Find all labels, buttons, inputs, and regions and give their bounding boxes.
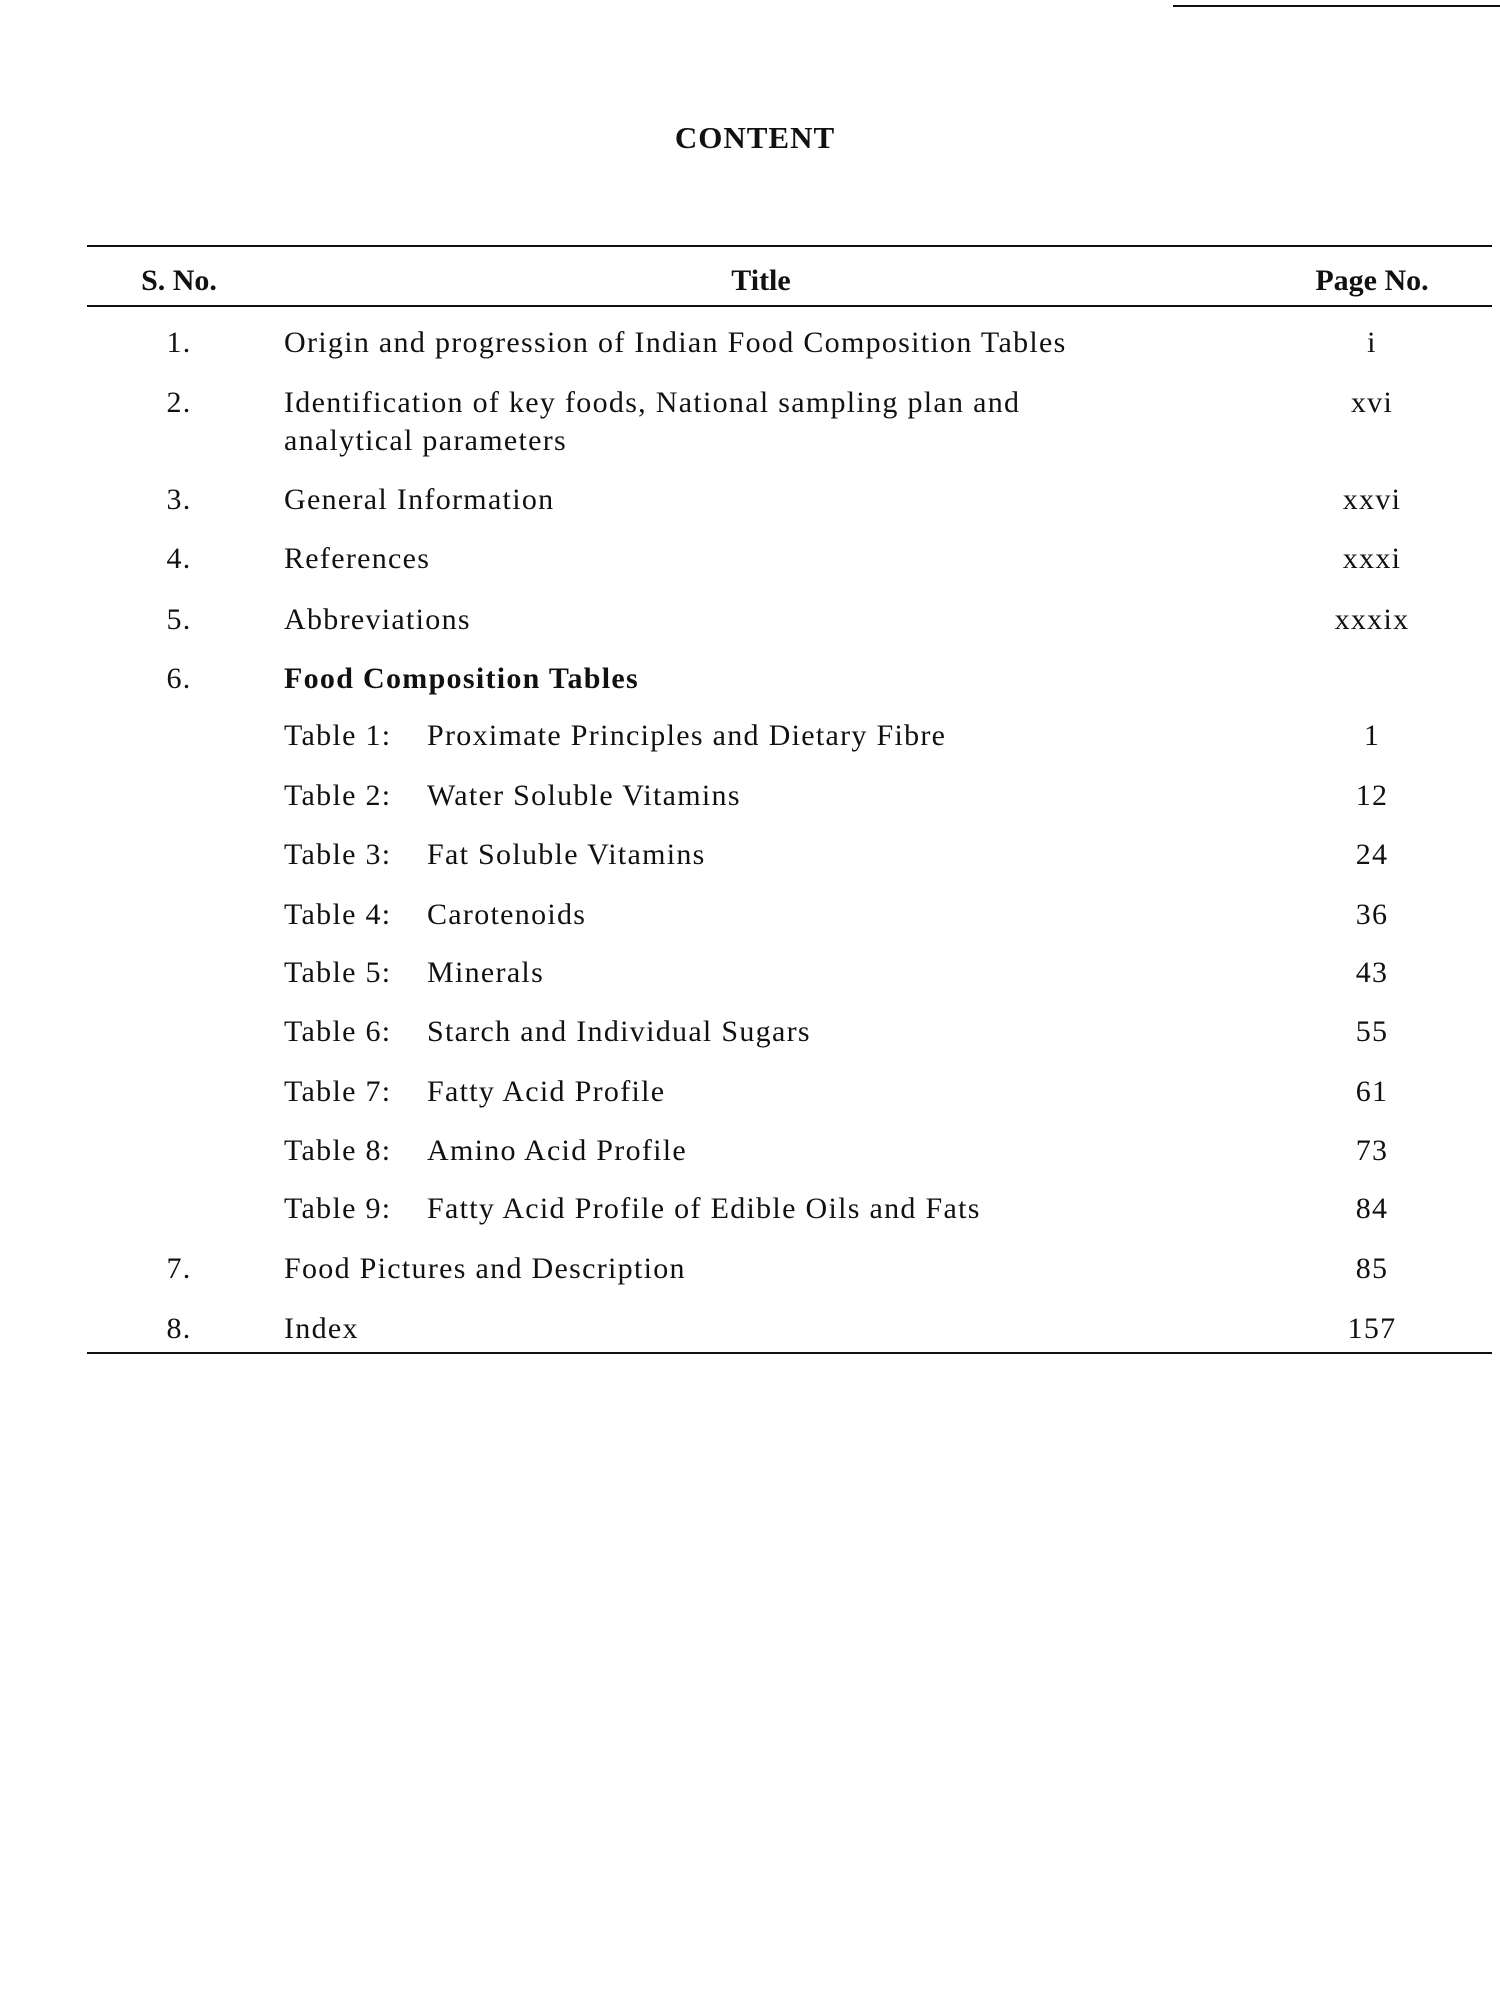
row-page: 36	[1355, 898, 1389, 931]
scan-edge-line	[1173, 5, 1500, 7]
table-title: Amino Acid Profile	[427, 1134, 688, 1167]
toc-row-6	[0, 660, 1500, 700]
row-page: 157	[1347, 1312, 1397, 1345]
toc-row-8	[0, 1310, 1500, 1350]
toc-subrow-table-7	[0, 1073, 1500, 1113]
toc-subrow-table-4	[0, 896, 1500, 936]
row-number: 5.	[166, 603, 192, 636]
table-title: Fatty Acid Profile	[427, 1075, 666, 1108]
table-top-rule	[87, 245, 1492, 247]
toc-subrow-table-2	[0, 777, 1500, 817]
table-label: Table 9:	[284, 1192, 392, 1225]
table-label: Table 1:	[284, 719, 392, 752]
row-page: xxxi	[1342, 542, 1402, 575]
row-number: 2.	[166, 386, 192, 419]
table-title: Carotenoids	[427, 898, 587, 931]
row-page: 43	[1355, 956, 1389, 989]
toc-row-2	[0, 384, 1500, 457]
row-title: Food Composition Tables	[284, 662, 639, 695]
toc-row-1	[0, 324, 1500, 364]
row-page: xxvi	[1342, 483, 1402, 516]
row-page: xxxix	[1334, 603, 1410, 636]
toc-row-4	[0, 540, 1500, 580]
row-page: 84	[1355, 1192, 1389, 1225]
row-page: xvi	[1350, 386, 1394, 419]
table-bottom-rule	[87, 1352, 1492, 1354]
table-title: Proximate Principles and Dietary Fibre	[427, 719, 947, 752]
row-page: 1	[1363, 719, 1381, 752]
table-label: Table 6:	[284, 1015, 392, 1048]
row-number: 3.	[166, 483, 192, 516]
table-label: Table 7:	[284, 1075, 392, 1108]
row-page: 55	[1355, 1015, 1389, 1048]
toc-row-3	[0, 481, 1500, 521]
row-title: Index	[284, 1312, 359, 1345]
toc-subrow-table-8	[0, 1132, 1500, 1172]
table-label: Table 2:	[284, 779, 392, 812]
row-title: Origin and progression of Indian Food Composition Tables	[284, 326, 1067, 359]
row-number: 7.	[166, 1252, 192, 1285]
row-number: 8.	[166, 1312, 192, 1345]
row-page: 24	[1355, 838, 1389, 871]
row-title: Abbreviations	[284, 603, 471, 636]
row-number: 6.	[166, 662, 192, 695]
row-page: 61	[1355, 1075, 1389, 1108]
table-title: Water Soluble Vitamins	[427, 779, 741, 812]
row-title: Food Pictures and Description	[284, 1252, 686, 1285]
row-title: References	[284, 542, 431, 575]
row-page: i	[1367, 326, 1377, 359]
row-page: 85	[1355, 1252, 1389, 1285]
row-number: 1.	[166, 326, 192, 359]
toc-subrow-table-1	[0, 717, 1500, 757]
toc-subrow-table-6	[0, 1013, 1500, 1053]
row-number: 4.	[166, 542, 192, 575]
toc-row-5	[0, 601, 1500, 641]
row-title: Identification of key foods, National sampling plan and	[284, 386, 1021, 419]
toc-subrow-table-9	[0, 1190, 1500, 1230]
toc-subrow-table-5	[0, 954, 1500, 994]
header-bottom-rule	[87, 305, 1492, 307]
row-page: 73	[1355, 1134, 1389, 1167]
page-title: CONTENT	[674, 120, 836, 155]
table-label: Table 8:	[284, 1134, 392, 1167]
table-label: Table 5:	[284, 956, 392, 989]
header-title: Title	[731, 264, 791, 297]
row-title: General Information	[284, 483, 555, 516]
table-title: Minerals	[427, 956, 545, 989]
table-title: Fat Soluble Vitamins	[427, 838, 706, 871]
toc-row-7	[0, 1250, 1500, 1290]
row-page: 12	[1355, 779, 1389, 812]
header-sno: S. No.	[141, 264, 217, 297]
table-label: Table 4:	[284, 898, 392, 931]
header-page: Page No.	[1315, 264, 1429, 297]
row-title-continued: analytical parameters	[284, 424, 567, 457]
table-label: Table 3:	[284, 838, 392, 871]
table-title: Fatty Acid Profile of Edible Oils and Fats	[427, 1192, 981, 1225]
table-title: Starch and Individual Sugars	[427, 1015, 811, 1048]
toc-subrow-table-3	[0, 836, 1500, 876]
